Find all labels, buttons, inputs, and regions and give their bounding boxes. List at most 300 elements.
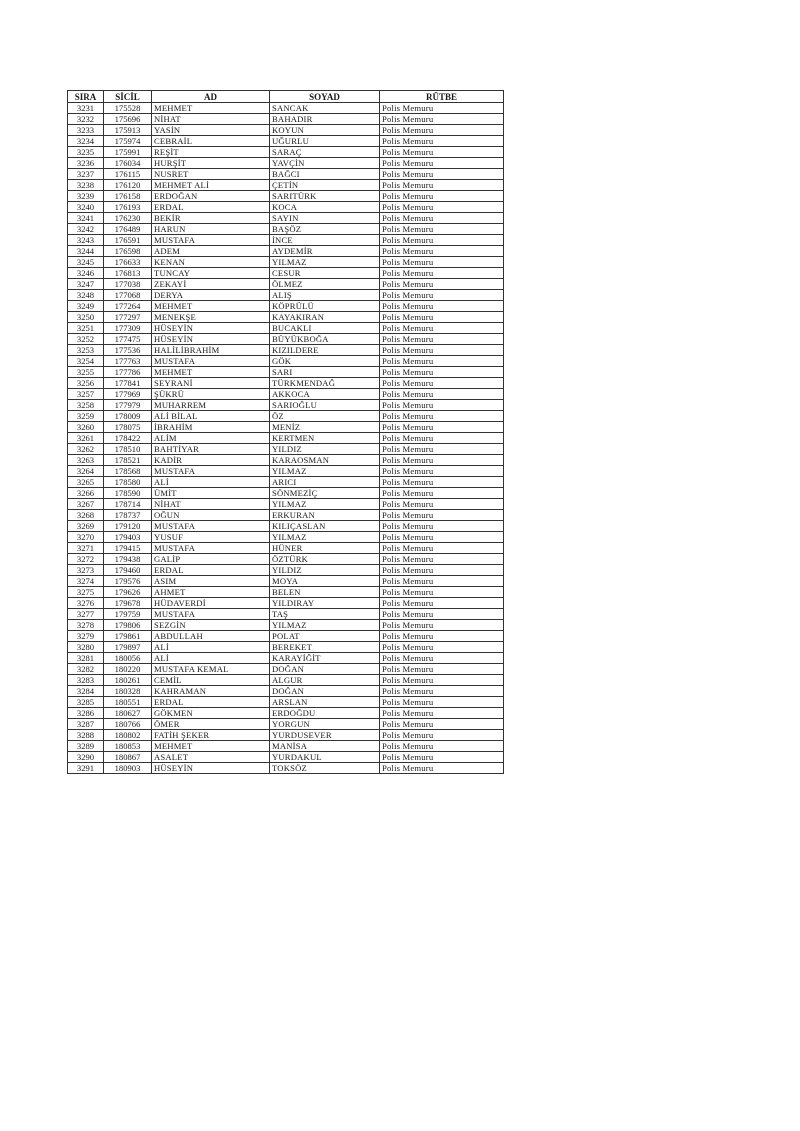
cell-ad: MUSTAFA KEMAL: [152, 664, 270, 675]
table-row: [68, 576, 504, 587]
cell-sira: 3234: [68, 136, 104, 147]
cell-sicil: 180261: [104, 675, 152, 686]
cell-sira: 3243: [68, 235, 104, 246]
cell-rutbe: Polis Memuru: [380, 235, 504, 246]
cell-soyad: SARIOĞLU: [270, 400, 380, 411]
cell-sira: 3282: [68, 664, 104, 675]
cell-sira: 3287: [68, 719, 104, 730]
cell-ad: ERDAL: [152, 565, 270, 576]
cell-soyad: TÜRKMENDAĞ: [270, 378, 380, 389]
cell-ad: GÖKMEN: [152, 708, 270, 719]
cell-sira: 3248: [68, 290, 104, 301]
table-row: [68, 675, 504, 686]
cell-soyad: KILIÇASLAN: [270, 521, 380, 532]
cell-rutbe: Polis Memuru: [380, 719, 504, 730]
cell-sicil: 177309: [104, 323, 152, 334]
cell-sira: 3266: [68, 488, 104, 499]
cell-sicil: 175991: [104, 147, 152, 158]
cell-ad: REŞİT: [152, 147, 270, 158]
table-row: [68, 510, 504, 521]
cell-sira: 3285: [68, 697, 104, 708]
cell-soyad: MANİSA: [270, 741, 380, 752]
cell-rutbe: Polis Memuru: [380, 686, 504, 697]
cell-soyad: YILDIRAY: [270, 598, 380, 609]
cell-sira: 3254: [68, 356, 104, 367]
cell-ad: BEKİR: [152, 213, 270, 224]
cell-sira: 3278: [68, 620, 104, 631]
cell-rutbe: Polis Memuru: [380, 631, 504, 642]
table-row: [68, 697, 504, 708]
cell-sicil: 176813: [104, 268, 152, 279]
cell-soyad: MENİZ: [270, 422, 380, 433]
table-row: [68, 543, 504, 554]
cell-sira: 3273: [68, 565, 104, 576]
personnel-table: [67, 90, 504, 774]
cell-rutbe: Polis Memuru: [380, 257, 504, 268]
cell-ad: MEHMET ALİ: [152, 180, 270, 191]
cell-soyad: BAHADIR: [270, 114, 380, 125]
table-row: [68, 389, 504, 400]
cell-rutbe: Polis Memuru: [380, 213, 504, 224]
cell-ad: CEMİL: [152, 675, 270, 686]
table-row: [68, 532, 504, 543]
cell-soyad: YILMAZ: [270, 466, 380, 477]
cell-soyad: BUCAKLI: [270, 323, 380, 334]
cell-sira: 3247: [68, 279, 104, 290]
cell-ad: YUSUF: [152, 532, 270, 543]
table-row: [68, 301, 504, 312]
cell-ad: MUSTAFA: [152, 543, 270, 554]
cell-ad: ASALET: [152, 752, 270, 763]
cell-sicil: 178521: [104, 455, 152, 466]
table-row: [68, 741, 504, 752]
cell-sicil: 180867: [104, 752, 152, 763]
table-row: [68, 356, 504, 367]
cell-soyad: YILMAZ: [270, 499, 380, 510]
cell-sicil: 178714: [104, 499, 152, 510]
table-row: [68, 488, 504, 499]
table-row: [68, 312, 504, 323]
cell-rutbe: Polis Memuru: [380, 103, 504, 114]
cell-sira: 3242: [68, 224, 104, 235]
cell-rutbe: Polis Memuru: [380, 312, 504, 323]
table-row: [68, 620, 504, 631]
cell-sicil: 176598: [104, 246, 152, 257]
cell-ad: ASIM: [152, 576, 270, 587]
cell-soyad: TAŞ: [270, 609, 380, 620]
cell-sira: 3261: [68, 433, 104, 444]
cell-sira: 3239: [68, 191, 104, 202]
cell-soyad: TOKSÖZ: [270, 763, 380, 774]
cell-rutbe: Polis Memuru: [380, 389, 504, 400]
table-row: [68, 411, 504, 422]
cell-soyad: SARAÇ: [270, 147, 380, 158]
cell-sicil: 175974: [104, 136, 152, 147]
table-row: [68, 136, 504, 147]
cell-ad: MEHMET: [152, 741, 270, 752]
table-row: [68, 367, 504, 378]
cell-soyad: ERKURAN: [270, 510, 380, 521]
cell-ad: BAHTİYAR: [152, 444, 270, 455]
cell-sira: 3231: [68, 103, 104, 114]
cell-rutbe: Polis Memuru: [380, 400, 504, 411]
cell-sicil: 177979: [104, 400, 152, 411]
cell-sicil: 177475: [104, 334, 152, 345]
cell-soyad: BAĞCI: [270, 169, 380, 180]
cell-rutbe: Polis Memuru: [380, 488, 504, 499]
table-row: [68, 631, 504, 642]
cell-ad: ADEM: [152, 246, 270, 257]
cell-sira: 3286: [68, 708, 104, 719]
cell-sicil: 180853: [104, 741, 152, 752]
table-row: [68, 345, 504, 356]
cell-ad: HALİLİBRAHİM: [152, 345, 270, 356]
cell-ad: ÜMİT: [152, 488, 270, 499]
cell-soyad: İNCE: [270, 235, 380, 246]
cell-ad: TUNCAY: [152, 268, 270, 279]
cell-ad: NİHAT: [152, 499, 270, 510]
cell-sira: 3269: [68, 521, 104, 532]
table-row: [68, 114, 504, 125]
cell-sira: 3245: [68, 257, 104, 268]
cell-sira: 3251: [68, 323, 104, 334]
cell-sira: 3279: [68, 631, 104, 642]
cell-sicil: 176230: [104, 213, 152, 224]
cell-sira: 3263: [68, 455, 104, 466]
cell-rutbe: Polis Memuru: [380, 290, 504, 301]
cell-soyad: SARI: [270, 367, 380, 378]
cell-soyad: KIZILDERE: [270, 345, 380, 356]
cell-rutbe: Polis Memuru: [380, 609, 504, 620]
table-row: [68, 279, 504, 290]
cell-sicil: 175696: [104, 114, 152, 125]
cell-soyad: ARSLAN: [270, 697, 380, 708]
cell-soyad: GÖK: [270, 356, 380, 367]
cell-soyad: KARAYİĞİT: [270, 653, 380, 664]
cell-sira: 3288: [68, 730, 104, 741]
cell-ad: ALİM: [152, 433, 270, 444]
cell-ad: MEHMET: [152, 367, 270, 378]
cell-sicil: 180802: [104, 730, 152, 741]
cell-rutbe: Polis Memuru: [380, 620, 504, 631]
cell-sicil: 175913: [104, 125, 152, 136]
cell-sicil: 176489: [104, 224, 152, 235]
cell-sira: 3265: [68, 477, 104, 488]
cell-sicil: 176591: [104, 235, 152, 246]
cell-sira: 3233: [68, 125, 104, 136]
cell-sira: 3276: [68, 598, 104, 609]
cell-sira: 3236: [68, 158, 104, 169]
cell-sira: 3244: [68, 246, 104, 257]
cell-soyad: ALGUR: [270, 675, 380, 686]
header-row: [68, 91, 504, 103]
table-row: [68, 180, 504, 191]
cell-sicil: 179897: [104, 642, 152, 653]
cell-sicil: 176034: [104, 158, 152, 169]
cell-rutbe: Polis Memuru: [380, 125, 504, 136]
cell-sicil: 179861: [104, 631, 152, 642]
cell-ad: GALİP: [152, 554, 270, 565]
cell-ad: YASİN: [152, 125, 270, 136]
header-soyad: SOYAD: [270, 91, 380, 103]
cell-sicil: 178422: [104, 433, 152, 444]
cell-ad: ERDOĞAN: [152, 191, 270, 202]
cell-sira: 3240: [68, 202, 104, 213]
cell-ad: DERYA: [152, 290, 270, 301]
table-row: [68, 268, 504, 279]
cell-rutbe: Polis Memuru: [380, 169, 504, 180]
cell-sicil: 179460: [104, 565, 152, 576]
table-row: [68, 147, 504, 158]
cell-sira: 3284: [68, 686, 104, 697]
cell-ad: MEHMET: [152, 301, 270, 312]
cell-sicil: 177264: [104, 301, 152, 312]
cell-sicil: 176158: [104, 191, 152, 202]
cell-sicil: 180551: [104, 697, 152, 708]
table-row: [68, 433, 504, 444]
cell-ad: HURŞİT: [152, 158, 270, 169]
cell-sira: 3267: [68, 499, 104, 510]
table-row: [68, 653, 504, 664]
table-row: [68, 378, 504, 389]
cell-soyad: AKKOCA: [270, 389, 380, 400]
table-row: [68, 400, 504, 411]
cell-rutbe: Polis Memuru: [380, 367, 504, 378]
cell-sira: 3281: [68, 653, 104, 664]
cell-sira: 3235: [68, 147, 104, 158]
cell-sira: 3256: [68, 378, 104, 389]
cell-rutbe: Polis Memuru: [380, 345, 504, 356]
cell-ad: ÖMER: [152, 719, 270, 730]
cell-sicil: 177786: [104, 367, 152, 378]
cell-rutbe: Polis Memuru: [380, 147, 504, 158]
cell-soyad: SÖNMEZİÇ: [270, 488, 380, 499]
cell-sira: 3255: [68, 367, 104, 378]
table-row: [68, 466, 504, 477]
cell-rutbe: Polis Memuru: [380, 279, 504, 290]
cell-rutbe: Polis Memuru: [380, 554, 504, 565]
cell-soyad: SARITÜRK: [270, 191, 380, 202]
cell-ad: CEBRAİL: [152, 136, 270, 147]
table-row: [68, 609, 504, 620]
cell-ad: HÜSEYİN: [152, 763, 270, 774]
cell-sicil: 177038: [104, 279, 152, 290]
cell-rutbe: Polis Memuru: [380, 587, 504, 598]
cell-sicil: 180903: [104, 763, 152, 774]
table-row: [68, 499, 504, 510]
cell-rutbe: Polis Memuru: [380, 708, 504, 719]
cell-sicil: 177969: [104, 389, 152, 400]
header-rutbe: RÜTBE: [380, 91, 504, 103]
cell-sicil: 180328: [104, 686, 152, 697]
table-row: [68, 587, 504, 598]
cell-rutbe: Polis Memuru: [380, 664, 504, 675]
cell-ad: ERDAL: [152, 697, 270, 708]
cell-ad: MUSTAFA: [152, 235, 270, 246]
cell-sicil: 180056: [104, 653, 152, 664]
table-row: [68, 191, 504, 202]
cell-soyad: YILMAZ: [270, 532, 380, 543]
cell-soyad: DOĞAN: [270, 686, 380, 697]
cell-soyad: KERTMEN: [270, 433, 380, 444]
cell-rutbe: Polis Memuru: [380, 191, 504, 202]
cell-sira: 3264: [68, 466, 104, 477]
cell-sira: 3260: [68, 422, 104, 433]
cell-rutbe: Polis Memuru: [380, 752, 504, 763]
cell-soyad: ARICI: [270, 477, 380, 488]
table-row: [68, 235, 504, 246]
cell-rutbe: Polis Memuru: [380, 477, 504, 488]
cell-ad: MENEKŞE: [152, 312, 270, 323]
cell-ad: HARUN: [152, 224, 270, 235]
cell-sira: 3289: [68, 741, 104, 752]
cell-ad: OĞUN: [152, 510, 270, 521]
document-page: [67, 90, 504, 774]
cell-rutbe: Polis Memuru: [380, 521, 504, 532]
cell-soyad: YAVÇİN: [270, 158, 380, 169]
cell-ad: MUSTAFA: [152, 466, 270, 477]
cell-rutbe: Polis Memuru: [380, 697, 504, 708]
cell-soyad: ÖLMEZ: [270, 279, 380, 290]
cell-rutbe: Polis Memuru: [380, 202, 504, 213]
table-row: [68, 290, 504, 301]
cell-sira: 3253: [68, 345, 104, 356]
table-row: [68, 158, 504, 169]
cell-sicil: 177841: [104, 378, 152, 389]
cell-sicil: 176633: [104, 257, 152, 268]
cell-ad: MUSTAFA: [152, 609, 270, 620]
cell-sicil: 179806: [104, 620, 152, 631]
header-sicil: SİCİL: [104, 91, 152, 103]
table-row: [68, 642, 504, 653]
cell-rutbe: Polis Memuru: [380, 763, 504, 774]
cell-rutbe: Polis Memuru: [380, 444, 504, 455]
cell-sicil: 178568: [104, 466, 152, 477]
cell-rutbe: Polis Memuru: [380, 224, 504, 235]
cell-rutbe: Polis Memuru: [380, 114, 504, 125]
cell-rutbe: Polis Memuru: [380, 565, 504, 576]
cell-sira: 3268: [68, 510, 104, 521]
cell-ad: NİHAT: [152, 114, 270, 125]
cell-rutbe: Polis Memuru: [380, 158, 504, 169]
cell-ad: ALİ: [152, 477, 270, 488]
cell-sira: 3280: [68, 642, 104, 653]
cell-sira: 3252: [68, 334, 104, 345]
cell-rutbe: Polis Memuru: [380, 532, 504, 543]
cell-sira: 3262: [68, 444, 104, 455]
cell-sira: 3283: [68, 675, 104, 686]
cell-soyad: KAYAKIRAN: [270, 312, 380, 323]
table-row: [68, 224, 504, 235]
cell-rutbe: Polis Memuru: [380, 653, 504, 664]
cell-rutbe: Polis Memuru: [380, 180, 504, 191]
cell-soyad: YURDAKUL: [270, 752, 380, 763]
cell-ad: MUSTAFA: [152, 356, 270, 367]
cell-sira: 3275: [68, 587, 104, 598]
table-row: [68, 169, 504, 180]
cell-rutbe: Polis Memuru: [380, 455, 504, 466]
cell-sicil: 177068: [104, 290, 152, 301]
cell-rutbe: Polis Memuru: [380, 433, 504, 444]
cell-ad: SEYRANİ: [152, 378, 270, 389]
cell-rutbe: Polis Memuru: [380, 675, 504, 686]
cell-ad: ERDAL: [152, 202, 270, 213]
table-row: [68, 719, 504, 730]
cell-rutbe: Polis Memuru: [380, 268, 504, 279]
cell-sicil: 178009: [104, 411, 152, 422]
cell-sira: 3232: [68, 114, 104, 125]
cell-sicil: 179438: [104, 554, 152, 565]
cell-ad: HÜSEYİN: [152, 323, 270, 334]
cell-soyad: SAYIN: [270, 213, 380, 224]
table-row: [68, 202, 504, 213]
cell-soyad: DOĞAN: [270, 664, 380, 675]
cell-sicil: 176120: [104, 180, 152, 191]
cell-soyad: YILMAZ: [270, 257, 380, 268]
table-row: [68, 213, 504, 224]
cell-rutbe: Polis Memuru: [380, 466, 504, 477]
cell-sira: 3241: [68, 213, 104, 224]
cell-sicil: 175528: [104, 103, 152, 114]
cell-sira: 3246: [68, 268, 104, 279]
cell-ad: ŞÜKRÜ: [152, 389, 270, 400]
cell-sira: 3290: [68, 752, 104, 763]
table-row: [68, 246, 504, 257]
cell-soyad: YILDIZ: [270, 444, 380, 455]
table-row: [68, 323, 504, 334]
cell-soyad: BEREKET: [270, 642, 380, 653]
cell-ad: KENAN: [152, 257, 270, 268]
cell-ad: SEZGİN: [152, 620, 270, 631]
cell-rutbe: Polis Memuru: [380, 499, 504, 510]
table-row: [68, 521, 504, 532]
cell-ad: MUSTAFA: [152, 521, 270, 532]
table-row: [68, 686, 504, 697]
cell-soyad: YILDIZ: [270, 565, 380, 576]
table-row: [68, 444, 504, 455]
cell-sira: 3258: [68, 400, 104, 411]
cell-sicil: 177536: [104, 345, 152, 356]
table-body: [68, 103, 504, 774]
cell-sicil: 180220: [104, 664, 152, 675]
cell-ad: ALİ BİLAL: [152, 411, 270, 422]
table-row: [68, 708, 504, 719]
table-row: [68, 125, 504, 136]
cell-ad: HÜSEYİN: [152, 334, 270, 345]
cell-rutbe: Polis Memuru: [380, 598, 504, 609]
cell-sicil: 178737: [104, 510, 152, 521]
cell-sicil: 180766: [104, 719, 152, 730]
cell-sira: 3249: [68, 301, 104, 312]
table-row: [68, 730, 504, 741]
table-row: [68, 334, 504, 345]
cell-soyad: KÖPRÜLÜ: [270, 301, 380, 312]
cell-soyad: YILMAZ: [270, 620, 380, 631]
cell-ad: MEHMET: [152, 103, 270, 114]
cell-sira: 3291: [68, 763, 104, 774]
cell-soyad: BAŞÖZ: [270, 224, 380, 235]
cell-soyad: HÜNER: [270, 543, 380, 554]
cell-rutbe: Polis Memuru: [380, 246, 504, 257]
cell-sira: 3271: [68, 543, 104, 554]
cell-ad: İBRAHİM: [152, 422, 270, 433]
cell-sicil: 178075: [104, 422, 152, 433]
header-sira: SIRA: [68, 91, 104, 103]
cell-soyad: KOYUN: [270, 125, 380, 136]
cell-sicil: 176193: [104, 202, 152, 213]
table-row: [68, 752, 504, 763]
cell-sicil: 179759: [104, 609, 152, 620]
